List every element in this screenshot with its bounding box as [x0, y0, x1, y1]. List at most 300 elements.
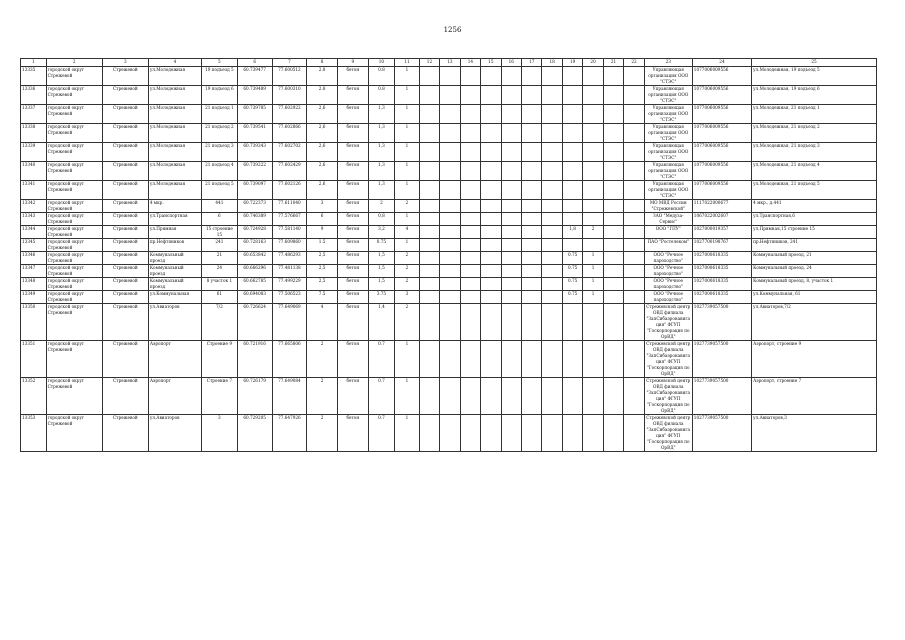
table-cell: 13352 — [21, 378, 47, 415]
table-cell — [624, 341, 644, 378]
table-cell — [481, 265, 501, 278]
table-cell — [603, 162, 623, 181]
table-cell: 60.728163 — [237, 239, 272, 252]
table-cell — [440, 291, 460, 304]
table-cell: ул.Авиаторов — [148, 415, 201, 452]
table-cell: ул.Молодежная — [148, 124, 201, 143]
table-cell: 0.75 — [562, 252, 582, 265]
table-cell — [481, 226, 501, 239]
table-cell — [542, 105, 562, 124]
table-cell: 1,4 — [368, 304, 395, 341]
table-cell: 1,3 — [368, 105, 395, 124]
table-cell: 0.7 — [368, 378, 395, 415]
table-cell: 60.739343 — [237, 143, 272, 162]
table-cell — [562, 143, 582, 162]
table-cell: Коммунальный проезд, 24 — [752, 265, 877, 278]
table-cell — [460, 265, 480, 278]
table-cell — [522, 213, 542, 226]
table-cell — [542, 226, 562, 239]
table-cell: ул.Молодежная, 21 подъезд 1 — [752, 105, 877, 124]
table-cell: 1 — [583, 252, 603, 265]
table-cell — [481, 213, 501, 226]
table-cell: 77.600512 — [272, 67, 307, 86]
table-cell — [522, 181, 542, 200]
table-cell: городской округ Стрежевой — [46, 291, 102, 304]
table-cell: бетон — [337, 265, 368, 278]
table-cell — [440, 200, 460, 213]
table-cell — [419, 200, 439, 213]
table-cell: 6 — [201, 213, 237, 226]
table-cell: 1077006009556 — [692, 67, 751, 86]
table-cell — [481, 415, 501, 452]
table-cell: Стрежевой — [102, 291, 148, 304]
table-cell: городской округ Стрежевой — [46, 213, 102, 226]
table-cell: 60.653842 — [237, 252, 272, 265]
table-cell: ул.Коммунальная — [148, 291, 201, 304]
table-cell — [440, 378, 460, 415]
table-cell: ООО "Речное пароходство" — [644, 278, 692, 291]
table-cell: 1 — [395, 124, 420, 143]
table-cell — [522, 291, 542, 304]
table-cell: 60.739097 — [237, 181, 272, 200]
table-cell: бетон — [337, 105, 368, 124]
table-cell: 3 — [307, 200, 338, 213]
table-cell: ул.Авиаторов,3 — [752, 415, 877, 452]
table-cell: 21 подъезд 1 — [201, 105, 237, 124]
table-cell: 21 подъезд 5 — [201, 181, 237, 200]
table-cell — [460, 226, 480, 239]
table-cell — [481, 162, 501, 181]
table-cell — [419, 291, 439, 304]
table-cell — [501, 265, 521, 278]
table-cell: Стрежевой — [102, 67, 148, 86]
table-cell: 13340 — [21, 162, 47, 181]
table-cell: Стрежевой — [102, 181, 148, 200]
table-cell — [624, 67, 644, 86]
table-cell: Коммунальный проезд, 8, участок 1 — [752, 278, 877, 291]
table-cell: 6 — [307, 213, 338, 226]
table-cell — [419, 86, 439, 105]
table-cell: городской округ Стрежевой — [46, 86, 102, 105]
table-cell: 2 — [395, 278, 420, 291]
table-cell: 60.666296 — [237, 265, 272, 278]
table-cell: 1117022000677 — [692, 200, 751, 213]
table-cell — [603, 86, 623, 105]
table-cell — [501, 200, 521, 213]
table-cell — [501, 226, 521, 239]
table-cell: 60.662785 — [237, 278, 272, 291]
table-cell: 77.602702 — [272, 143, 307, 162]
table-cell: бетон — [337, 181, 368, 200]
table-cell: городской округ Стрежевой — [46, 124, 102, 143]
table-cell: 2,6 — [307, 181, 338, 200]
table-cell: 77.647926 — [272, 415, 307, 452]
table-cell: городской округ Стрежевой — [46, 162, 102, 181]
table-cell: Стрежевой — [102, 226, 148, 239]
table-cell — [562, 124, 582, 143]
table-cell: Коммунальный проезд — [148, 252, 201, 265]
table-cell — [440, 181, 460, 200]
table-row — [21, 291, 877, 304]
table-cell — [419, 226, 439, 239]
table-cell: 77.609860 — [272, 239, 307, 252]
table-row — [21, 67, 877, 86]
table-cell — [542, 213, 562, 226]
table-cell: 2,6 — [307, 143, 338, 162]
table-cell: ул.Молодежная, 21 подъезд 2 — [752, 124, 877, 143]
header-cell: 20 — [583, 59, 603, 67]
table-cell — [460, 86, 480, 105]
table-cell — [522, 162, 542, 181]
table-cell: ул.Молодежная, 19 подъезд 6 — [752, 86, 877, 105]
table-cell: 60.739785 — [237, 105, 272, 124]
table-cell: бетон — [337, 278, 368, 291]
table-row — [21, 226, 877, 239]
table-row — [21, 162, 877, 181]
table-cell: 2 — [307, 378, 338, 415]
table-cell: 2 — [583, 226, 603, 239]
table-cell — [603, 67, 623, 86]
table-cell: 7.5 — [307, 291, 338, 304]
table-cell — [522, 304, 542, 341]
table-cell: 19 подъезд 6 — [201, 86, 237, 105]
table-cell — [603, 304, 623, 341]
header-cell: 23 — [644, 59, 692, 67]
table-cell — [542, 143, 562, 162]
table-cell — [501, 278, 521, 291]
table-cell: 3.75 — [368, 291, 395, 304]
table-cell: ООО "Речное пароходство" — [644, 265, 692, 278]
table-cell: Стрежевской центр ОВД филиала "ЗапСибаэронавигация" ФГУП "Госкорпорация по ОрВД" — [644, 378, 692, 415]
table-cell: 1077006009556 — [692, 124, 751, 143]
table-cell: городской округ Стрежевой — [46, 415, 102, 452]
header-cell: 11 — [395, 59, 420, 67]
table-cell: 15 строение 15 — [201, 226, 237, 239]
table-cell: 2,6 — [307, 162, 338, 181]
table-cell: 1 — [395, 341, 420, 378]
table-cell — [562, 341, 582, 378]
table-cell — [460, 181, 480, 200]
table-cell: ПАО "Ростелеком" — [644, 239, 692, 252]
table-cell: Стрежевской центр ОВД филиала "ЗапСибаэронавигация" ФГУП "Госкорпорация по ОрВД" — [644, 304, 692, 341]
table-cell: 13335 — [21, 67, 47, 86]
table-cell: 2,5 — [307, 278, 338, 291]
table-cell: бетон — [337, 213, 368, 226]
table-cell — [603, 143, 623, 162]
table-cell — [522, 105, 542, 124]
table-cell — [583, 341, 603, 378]
table-cell: Аэропорт, строение 9 — [752, 341, 877, 378]
table-cell: 2 — [395, 200, 420, 213]
table-cell: 241 — [201, 239, 237, 252]
table-cell: Управляющая организация ООО "СТЭС" — [644, 105, 692, 124]
table-cell: ул.Транспортная — [148, 213, 201, 226]
table-cell — [481, 239, 501, 252]
table-cell: ООО "Речное пароходство" — [644, 291, 692, 304]
table-row — [21, 86, 877, 105]
table-cell: 8 участок 1 — [201, 278, 237, 291]
header-cell: 1 — [21, 59, 47, 67]
table-row — [21, 143, 877, 162]
table-cell — [419, 162, 439, 181]
table-cell: городской округ Стрежевой — [46, 252, 102, 265]
table-cell: 2 — [395, 265, 420, 278]
table-cell: 1077006009556 — [692, 162, 751, 181]
table-cell: 1067022002607 — [692, 213, 751, 226]
header-cell: 9 — [337, 59, 368, 67]
table-cell: 13345 — [21, 239, 47, 252]
header-cell: 7 — [272, 59, 307, 67]
table-cell — [522, 86, 542, 105]
table-cell — [501, 181, 521, 200]
table-cell: бетон — [337, 341, 368, 378]
table-row — [21, 341, 877, 378]
table-cell — [501, 252, 521, 265]
table-cell: 1027000618335 — [692, 291, 751, 304]
table-cell — [522, 143, 542, 162]
table-cell: 21 — [201, 252, 237, 265]
table-cell: Управляющая организация ООО "СТЭС" — [644, 181, 692, 200]
table-cell — [522, 252, 542, 265]
table-cell: 13349 — [21, 291, 47, 304]
table-cell — [624, 252, 644, 265]
table-cell: 7/2 — [201, 304, 237, 341]
table-cell: 13344 — [21, 226, 47, 239]
table-cell: городской округ Стрежевой — [46, 67, 102, 86]
table-cell — [583, 124, 603, 143]
table-cell: 77.600310 — [272, 86, 307, 105]
table-cell — [481, 378, 501, 415]
table-cell: 1 — [583, 265, 603, 278]
table-cell — [562, 105, 582, 124]
table-cell — [603, 200, 623, 213]
table-cell — [583, 67, 603, 86]
table-row — [21, 200, 877, 213]
table-cell: 1 — [395, 239, 420, 252]
table-cell — [542, 200, 562, 213]
table-row — [21, 105, 877, 124]
table-cell: ул.Молодежная — [148, 143, 201, 162]
table-cell: Управляющая организация ООО "СТЭС" — [644, 143, 692, 162]
table-cell: городской округ Стрежевой — [46, 378, 102, 415]
table-cell — [542, 162, 562, 181]
table-cell: Коммунальный проезд — [148, 265, 201, 278]
table-cell: 13353 — [21, 415, 47, 452]
table-cell — [562, 162, 582, 181]
table-cell — [603, 239, 623, 252]
table-cell: городской округ Стрежевой — [46, 278, 102, 291]
table-cell: бетон — [337, 239, 368, 252]
table-cell: 0.8 — [368, 86, 395, 105]
table-cell: 1 — [395, 213, 420, 226]
table-cell: бетон — [337, 143, 368, 162]
table-cell — [542, 265, 562, 278]
table-cell — [624, 415, 644, 452]
table-cell — [460, 378, 480, 415]
table-cell — [501, 105, 521, 124]
table-cell: Стрежевой — [102, 415, 148, 452]
table-cell: 1027000019357 — [692, 226, 751, 239]
table-cell: бетон — [337, 86, 368, 105]
table-cell: Стрежевой — [102, 265, 148, 278]
table-cell: 13338 — [21, 124, 47, 143]
table-cell: 2 — [307, 341, 338, 378]
table-cell — [542, 86, 562, 105]
table-cell: 0,8 — [368, 213, 395, 226]
table-cell — [419, 67, 439, 86]
table-cell: Управляющая организация ООО "СТЭС" — [644, 67, 692, 86]
table-cell: 1,3 — [368, 181, 395, 200]
table-cell: Строение 9 — [201, 341, 237, 378]
table-cell — [542, 304, 562, 341]
table-cell — [440, 252, 460, 265]
table-cell — [583, 213, 603, 226]
table-cell — [460, 304, 480, 341]
table-cell — [603, 124, 623, 143]
table-cell: 77.665806 — [272, 341, 307, 378]
header-cell: 19 — [562, 59, 582, 67]
table-cell: 2,5 — [307, 252, 338, 265]
table-cell: 2 — [368, 200, 395, 213]
table-cell: бетон — [337, 378, 368, 415]
table-cell — [562, 67, 582, 86]
table-cell — [481, 200, 501, 213]
table-cell — [440, 415, 460, 452]
table-cell: 60.739222 — [237, 162, 272, 181]
table-cell — [603, 291, 623, 304]
table-cell — [440, 341, 460, 378]
table-cell: 1 — [583, 291, 603, 304]
table-cell — [522, 124, 542, 143]
header-cell: 18 — [542, 59, 562, 67]
table-cell — [603, 415, 623, 452]
table-cell — [522, 265, 542, 278]
table-cell: Стрежевской центр ОВД филиала "ЗапСибаэронавигация" ФГУП "Госкорпорация по ОрВД" — [644, 415, 692, 452]
table-cell: 2 — [395, 304, 420, 341]
table-cell: 1077006009556 — [692, 181, 751, 200]
table-cell: 4 мкр. — [148, 200, 201, 213]
table-cell — [624, 291, 644, 304]
table-cell: 77.602429 — [272, 162, 307, 181]
header-cell: 14 — [460, 59, 480, 67]
table-cell — [522, 67, 542, 86]
table-cell: 13342 — [21, 200, 47, 213]
table-cell: Коммунальный проезд — [148, 278, 201, 291]
table-cell — [501, 304, 521, 341]
table-cell — [562, 200, 582, 213]
table-cell — [440, 213, 460, 226]
table-cell — [522, 341, 542, 378]
header-cell: 3 — [102, 59, 148, 67]
table-cell: городской округ Стрежевой — [46, 239, 102, 252]
table-cell — [481, 304, 501, 341]
table-cell: ул.Транспортная,6 — [752, 213, 877, 226]
table-cell — [419, 124, 439, 143]
page-number: 1256 — [443, 26, 462, 34]
table-cell — [460, 278, 480, 291]
table-cell: ул.Молодежная — [148, 162, 201, 181]
table-cell: 1027000618335 — [692, 278, 751, 291]
table-cell: ул.Молодежная — [148, 105, 201, 124]
table-cell — [603, 265, 623, 278]
table-cell: бетон — [337, 162, 368, 181]
table-cell — [460, 143, 480, 162]
table-cell: бетон — [337, 124, 368, 143]
table-cell: 60.726179 — [237, 378, 272, 415]
table-cell: бетон — [337, 304, 368, 341]
table-cell — [562, 415, 582, 452]
table-cell: ул.Прямная,15 строение 15 — [752, 226, 877, 239]
header-cell: 10 — [368, 59, 395, 67]
table-row — [21, 181, 877, 200]
table-cell: 60.739477 — [237, 67, 272, 86]
table-cell: 1 — [395, 378, 420, 415]
table-cell — [460, 341, 480, 378]
header-cell: 5 — [201, 59, 237, 67]
table-cell — [603, 226, 623, 239]
table-cell: 2,6 — [307, 124, 338, 143]
table-cell: 77.581140 — [272, 226, 307, 239]
table-cell — [624, 278, 644, 291]
table-cell: 77.506523 — [272, 291, 307, 304]
table-cell: ул.Молодежная, 21 подъезд 4 — [752, 162, 877, 181]
table-cell: бетон — [337, 415, 368, 452]
table-cell: Стрежевой — [102, 86, 148, 105]
table-cell: Стрежевской центр ОВД филиала "ЗапСибаэронавигация" ФГУП "Госкорпорация по ОрВД" — [644, 341, 692, 378]
table-cell — [481, 105, 501, 124]
table-cell: 1,3 — [368, 143, 395, 162]
table-cell — [501, 291, 521, 304]
table-cell — [542, 291, 562, 304]
table-cell: ул.Молодежная, 19 подъезд 5 — [752, 67, 877, 86]
table-cell: 0.75 — [562, 291, 582, 304]
header-cell: 17 — [522, 59, 542, 67]
table-cell — [419, 213, 439, 226]
table-cell: 1 — [395, 162, 420, 181]
table-cell — [624, 162, 644, 181]
table-cell — [460, 162, 480, 181]
table-cell: 3 — [201, 415, 237, 452]
table-cell — [481, 252, 501, 265]
table-cell: ул.Прямная — [148, 226, 201, 239]
table-cell — [624, 143, 644, 162]
table-cell: 4 мкр., д.441 — [752, 200, 877, 213]
table-cell: 1027739057500 — [692, 415, 751, 452]
table-cell — [603, 105, 623, 124]
table-cell — [583, 162, 603, 181]
table-cell: Стрежевой — [102, 239, 148, 252]
table-cell — [562, 213, 582, 226]
table-cell: 1 — [395, 143, 420, 162]
table-cell — [624, 86, 644, 105]
table-cell: Управляющая организация ООО "СТЭС" — [644, 86, 692, 105]
table-cell: 1 — [395, 181, 420, 200]
table-cell — [624, 105, 644, 124]
table-cell: городской округ Стрежевой — [46, 181, 102, 200]
table-cell: ул.Молодежная, 21 подъезд 5 — [752, 181, 877, 200]
table-cell: Аэропорт, строение 7 — [752, 378, 877, 415]
data-table — [20, 58, 877, 452]
table-cell — [624, 200, 644, 213]
table-cell: 77.611040 — [272, 200, 307, 213]
table-cell — [501, 213, 521, 226]
table-cell — [460, 239, 480, 252]
table-cell — [460, 213, 480, 226]
table-cell — [419, 252, 439, 265]
table-cell — [522, 415, 542, 452]
table-cell — [419, 378, 439, 415]
table-cell — [481, 86, 501, 105]
